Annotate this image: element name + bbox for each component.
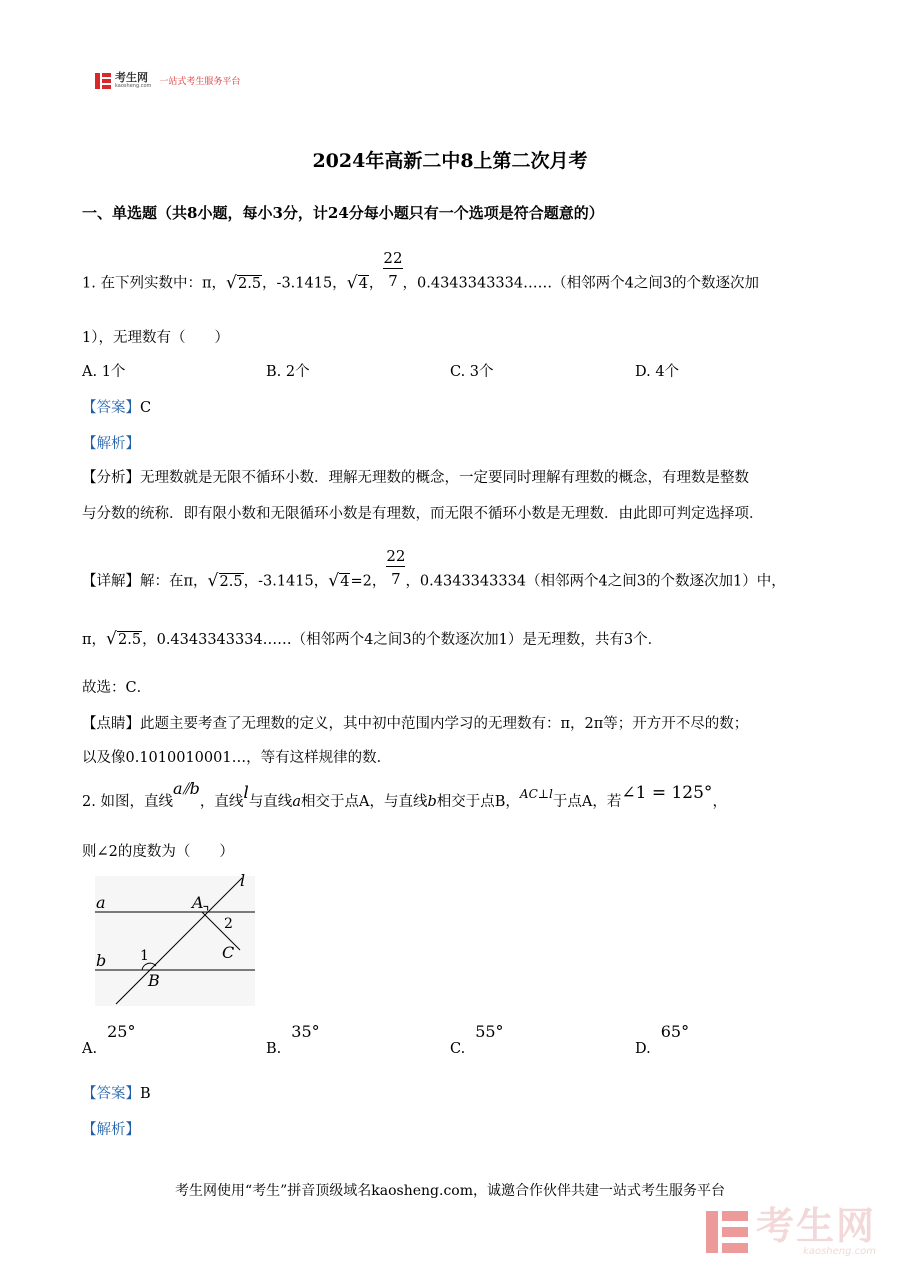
page-title: 2024年高新二中8上第二次月考 <box>312 150 588 172</box>
q1-option-b: B. 2个 <box>266 364 310 380</box>
section-heading: 一、单选题（共8小题，每小3分，计24分每小题只有一个选项是符合题意的） <box>82 204 604 222</box>
q1-tail: ，0.4343343334……（相邻两个4之间3的个数逐次加 <box>402 275 760 292</box>
q1-sqrt-2-5: √ 2.5 <box>225 272 262 293</box>
q2-option-b: B.35° <box>266 1022 320 1057</box>
logo-brand-name: 考生网 <box>115 71 148 84</box>
label-a: a <box>96 893 106 912</box>
q1-stem <box>82 249 760 305</box>
label-C: C <box>222 943 235 962</box>
q1-analysis-tag: 【解析】 <box>82 436 140 452</box>
q1-option-d: D. 4个 <box>635 364 680 380</box>
q1-dianjing-2: 以及像0.1010010001…，等有这样规律的数． <box>82 750 392 766</box>
watermark-logo-icon <box>706 1211 748 1253</box>
q1-fenxi-2: 与分数的统称．即有限小数和无限循环小数是有理数，而无限不循环小数是无理数．由此即可判定选择项． <box>82 506 764 522</box>
q2-stem: 2. 如图，直线a⫽b，直线l与直线a相交于点A，与直线b相交于点B，$^{AC\perp l}$于点A，若∠1 = 125°， <box>82 779 727 810</box>
watermark-domain: kaosheng.com <box>803 1246 876 1257</box>
watermark-name: 考生网 <box>755 1204 876 1248</box>
label-l: l <box>240 871 246 890</box>
q1-option-c: C. 3个 <box>450 364 494 380</box>
label-B: B <box>148 971 160 990</box>
q2-option-d: D.65° <box>635 1022 690 1057</box>
q1-stem-line2: 1），无理数有（ ） <box>82 330 229 346</box>
q2-option-a: A.25° <box>82 1022 136 1057</box>
logo-slogan: 一站式考生服务平台 <box>159 77 241 87</box>
q2-figure <box>90 868 260 1008</box>
logo-icon <box>95 73 111 89</box>
q1-comma: ， <box>368 275 384 292</box>
q2-option-c: C.55° <box>450 1022 504 1057</box>
watermark <box>706 1206 876 1257</box>
logo-domain: kaosheng.com <box>115 83 152 89</box>
q2-answer: 【答案】B <box>82 1086 151 1102</box>
q1-xiangjie-2: π， √ 2.5，0.4343343334……（相邻两个4之间3的个数逐次加1）是无理数，共有3个． <box>82 629 663 649</box>
q1-sqrt-4: √ 4 <box>346 272 368 293</box>
q1-fraction: $\frac{22}{7}$ <box>383 249 403 290</box>
header-logo <box>95 72 240 89</box>
q1-option-a: A. 1个 <box>82 364 126 380</box>
q1-answer: 【答案】C <box>82 400 152 416</box>
label-1: 1 <box>140 948 149 964</box>
label-A: A <box>192 893 204 912</box>
q1-lead: 1. 在下列实数中：π， <box>82 275 226 292</box>
label-b: b <box>96 951 107 970</box>
q1-fenxi-1: 【分析】无理数就是无限不循环小数．理解无理数的概念，一定要同时理解有理数的概念，有理数是整数 <box>82 470 749 486</box>
q1-dianjing-1: 【点睛】此题主要考查了无理数的定义，其中初中范围内学习的无理数有：π，2π等；开方开不尽的数； <box>82 716 749 732</box>
q2-analysis-tag: 【解析】 <box>82 1122 140 1138</box>
label-2: 2 <box>224 916 233 932</box>
page-footer: 考生网使用“考生”拼音顶级域名kaosheng.com，诚邀合作伙伴共建一站式考生服务平台 <box>174 1183 726 1199</box>
q1-xiangjie: 【详解】解：在π， √ 2.5，-3.1415， √ 4=2， $\frac{22}{7}$ ，0.4343343334（相邻两个4之间3的个数逐次加1）中， <box>82 547 786 591</box>
q2-stem-line2: 则∠2的度数为（ ） <box>82 844 234 860</box>
q1-num: ，-3.1415， <box>262 275 347 292</box>
q1-guxuan: 故选：C． <box>82 680 152 696</box>
